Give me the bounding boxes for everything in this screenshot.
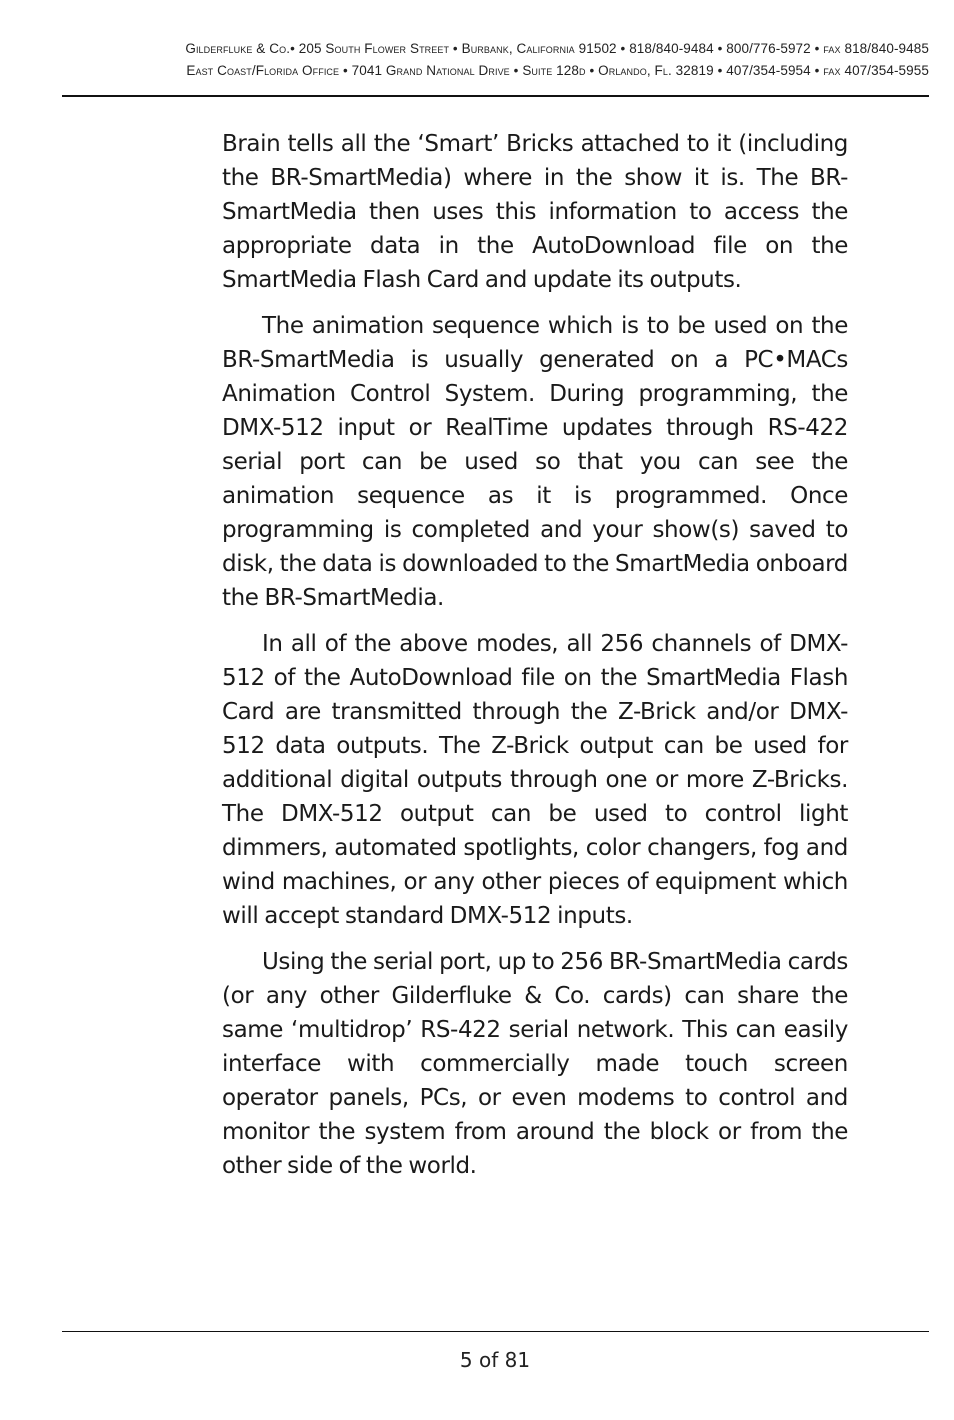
body-text [222, 127, 848, 1195]
paragraph-1: Brain tells all the ‘Smart’ Bricks attached to it (including the BR-SmartMedia) where in the show it is. The BR-SmartMedia then uses this information to access the appropriate data in the AutoDownload file on the SmartMedia Flash Card and update its outputs. [222, 131, 848, 293]
paragraph-2: The animation sequence which is to be used on the BR-SmartMedia is usually generated on a PC•MACs Animation Control System. During programming, the DMX-512 input or RealTime updates through RS-422 serial port can be used so that you can see the animation sequence as it is programmed. Once programming is completed and your show(s) saved to disk, the data is downloaded to the SmartMedia onboard the BR-SmartMedia. [222, 313, 848, 611]
paragraph-3: In all of the above modes, all 256 channels of DMX-512 of the AutoDownload file on the SmartMedia Flash Card are transmitted through the Z-Brick and/or DMX-512 data outputs. The Z-Brick output can be used for additional digital outputs through one or more Z-Bricks. The DMX-512 output can be used to control light dimmers, automated spotlights, color changers, fog and wind machines, or any other pieces of equipment which will accept standard DMX-512 inputs. [222, 631, 848, 929]
header-address-line-2: East Coast/Florida Office • 7041 Grand National Drive • Suite 128d • Orlando, Fl. 32819 • 407/354-5954 • fax 407/354-5955 [186, 63, 929, 78]
paragraph-4: Using the serial port, up to 256 BR-SmartMedia cards (or any other Gilderfluke & Co. cards) can share the same ‘multidrop’ RS-422 serial network. This can easily interface with commercially made touch screen operator panels, PCs, or even modems to control and monitor the system from around the block or from the other side of the world. [222, 949, 848, 1179]
header-rule [62, 95, 929, 97]
page-number: 5 of 81 [459, 1348, 531, 1372]
header-address-line-1: Gilderfluke & Co.• 205 South Flower Street • Burbank, California 91502 • 818/840-9484 • 800/776-5972 • fax 818/840-9485 [185, 41, 929, 56]
page-header [62, 38, 929, 82]
footer-rule [62, 1331, 929, 1332]
